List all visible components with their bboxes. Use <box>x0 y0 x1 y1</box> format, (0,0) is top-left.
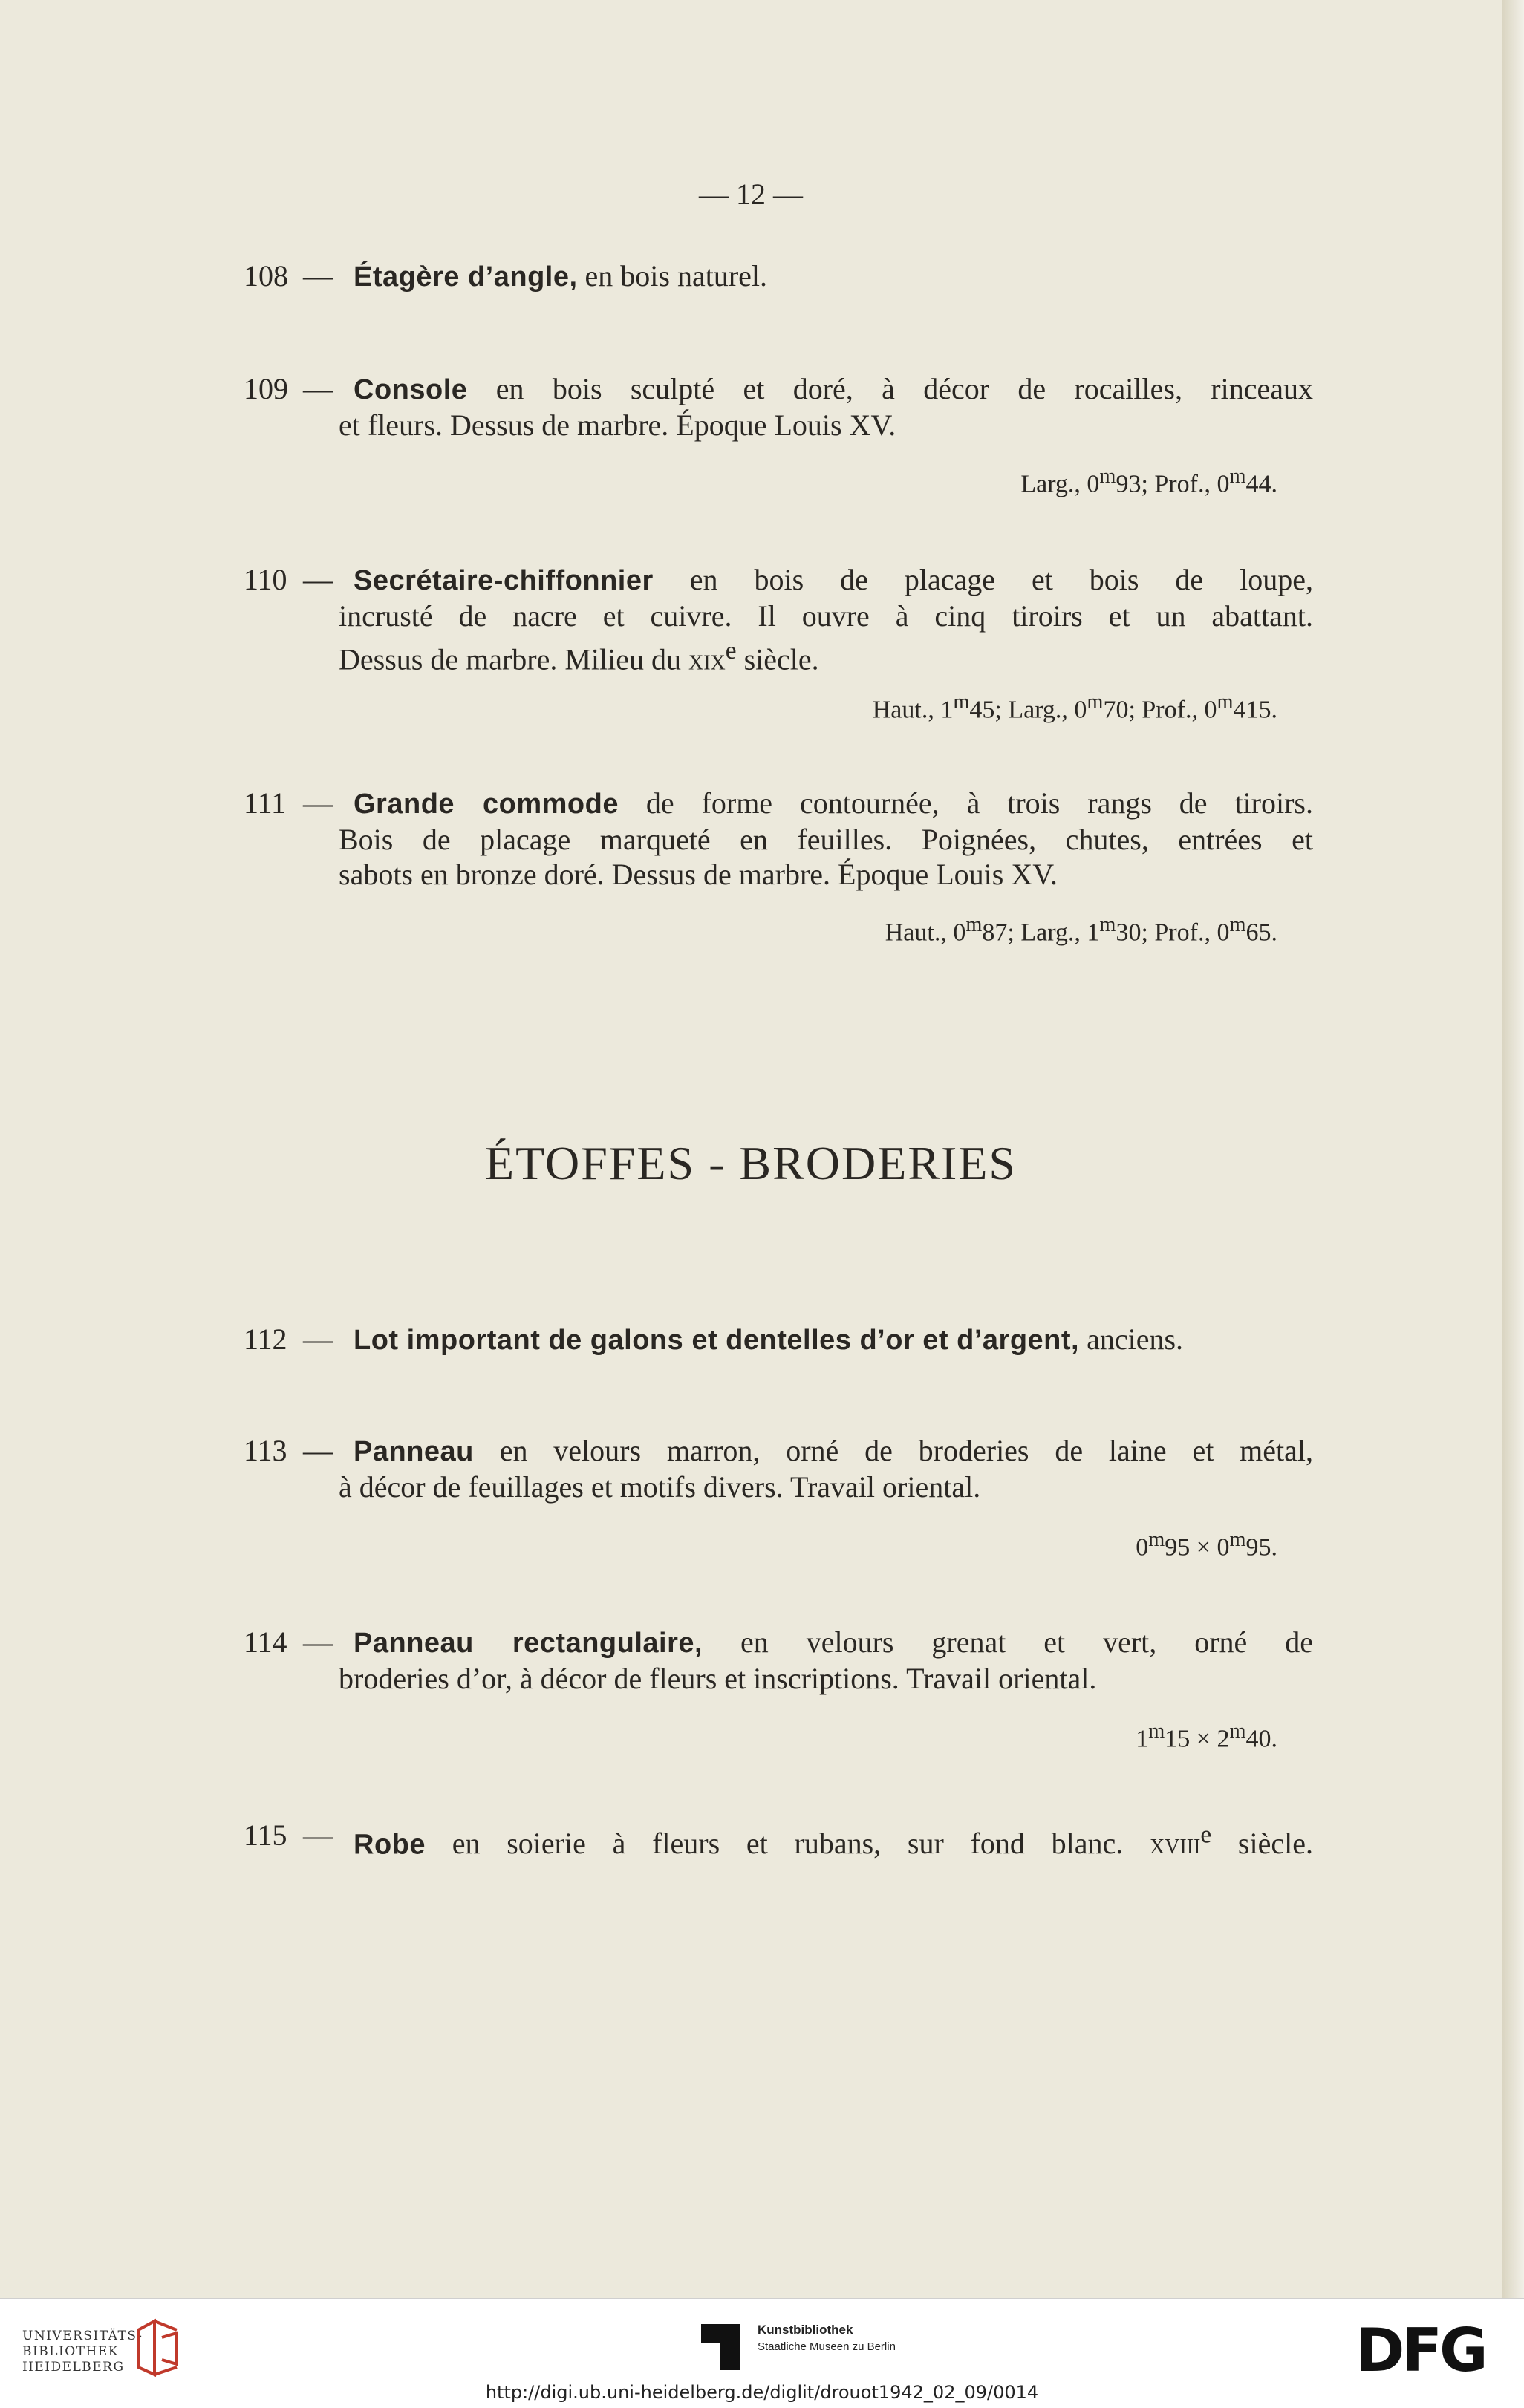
logo-line: HEIDELBERG <box>22 2360 125 2375</box>
dash: — <box>303 1818 333 1852</box>
lot-dimensions: Larg., 0$^m$93; Prof., 0$^m$44. <box>1020 465 1277 498</box>
catalog-entry <box>244 1625 1313 1696</box>
lot-description-line: incrusté de nacre et cuivre. Il ouvre à cinq tiroirs et un abattant. <box>339 599 1313 633</box>
lot-description-line: broderies d’or, à décor de fleurs et inscriptions. Travail oriental. <box>339 1662 1097 1695</box>
dash: — <box>303 1322 333 1356</box>
lot-description-line: à décor de feuillages et motifs divers. Travail oriental. <box>339 1470 981 1504</box>
dash: — <box>303 1434 333 1467</box>
lot-number: 110 <box>244 563 287 596</box>
dash: — <box>303 259 333 293</box>
lot-number: 113 <box>244 1434 287 1467</box>
lot-title: Panneau <box>354 1436 474 1467</box>
university-library-logo-text <box>22 2329 143 2375</box>
lot-description-line: sabots en bronze doré. Dessus de marbre. Époque Louis XV. <box>339 858 1058 891</box>
lot-dimensions: Haut., 1$^m$45; Larg., 0$^m$70; Prof., 0$^m$415. <box>872 691 1277 724</box>
lot-description: anciens. <box>1079 1322 1184 1356</box>
lot-number: 111 <box>244 786 287 820</box>
lot-number: 108 <box>244 259 288 293</box>
lot-title: Robe <box>354 1829 426 1861</box>
lot-title: Panneau rectangulaire, <box>354 1628 703 1659</box>
logo-line: BIBLIOTHEK <box>22 2344 119 2359</box>
lot-description: en velours grenat et vert, orné de <box>703 1625 1313 1659</box>
catalog-entry <box>244 1818 1313 1862</box>
dash: — <box>303 1625 333 1659</box>
lot-description-line: et fleurs. Dessus de marbre. Époque Louis XV. <box>339 408 896 442</box>
lot-dimensions: $0^m95 \times 0^m95$. <box>1136 1528 1277 1562</box>
kb-subtitle: Staatliche Museen zu Berlin <box>758 2340 896 2353</box>
logo-line: UNIVERSITÄTS- <box>22 2329 143 2343</box>
lot-title: Lot important de galons et dentelles d’or et d’argent, <box>354 1325 1080 1356</box>
footer-bar <box>0 2298 1524 2408</box>
catalog-entry <box>244 1433 1313 1504</box>
lot-description-line: Bois de placage marqueté en feuilles. Poignées, chutes, entrées et <box>339 823 1313 856</box>
lot-title: Étagère d’angle, <box>354 261 578 293</box>
lot-description: en soierie à fleurs et rubans, sur fond blanc. xviii$^e$ siècle. <box>426 1821 1313 1861</box>
lot-description: en velours marron, orné de broderies de laine et métal, <box>473 1434 1313 1467</box>
kunstbibliothek-text <box>758 2321 896 2355</box>
dfg-logo: DFG <box>1355 2316 1485 2385</box>
kunstbibliothek-logo-icon <box>698 2321 743 2373</box>
lot-number: 112 <box>244 1322 287 1356</box>
lot-number: 114 <box>244 1625 287 1659</box>
page-number: — 12 — <box>699 177 803 211</box>
catalog-entry <box>244 258 1313 295</box>
catalog-entry <box>244 562 1313 676</box>
lot-description: de forme contournée, à trois rangs de tiroirs. <box>618 786 1313 820</box>
lot-description-line: Dessus de marbre. Milieu du xix$^e$ siècle. <box>339 637 819 676</box>
lot-dimensions: Haut., 0$^m$87; Larg., 1$^m$30; Prof., 0$^m$65. <box>885 913 1277 947</box>
lot-number: 115 <box>244 1818 287 1852</box>
page-edge <box>1502 0 1524 2298</box>
lot-number: 109 <box>244 372 288 405</box>
section-heading: ÉTOFFES - BRODERIES <box>484 1137 1017 1190</box>
catalog-entry <box>244 371 1313 443</box>
lot-description: en bois de placage et bois de loupe, <box>653 563 1313 596</box>
lot-description: en bois sculpté et doré, à décor de rocailles, rinceaux <box>467 372 1313 405</box>
kb-title: Kunstbibliothek <box>758 2323 853 2337</box>
lot-title: Grande commode <box>354 789 619 820</box>
lot-title: Secrétaire-chiffonnier <box>354 565 654 596</box>
dash: — <box>303 372 333 405</box>
lot-title: Console <box>354 374 468 405</box>
lot-description: en bois naturel. <box>577 259 768 293</box>
dash: — <box>303 786 333 820</box>
lot-dimensions: $1^m15 \times 2^m40$. <box>1136 1720 1277 1753</box>
catalog-entry <box>244 1322 1313 1358</box>
catalog-entry <box>244 786 1313 892</box>
source-url[interactable]: http://digi.ub.uni-heidelberg.de/diglit/drouot1942_02_09/0014 <box>485 2382 1039 2403</box>
dash: — <box>303 563 333 596</box>
university-logo-icon <box>132 2315 184 2382</box>
